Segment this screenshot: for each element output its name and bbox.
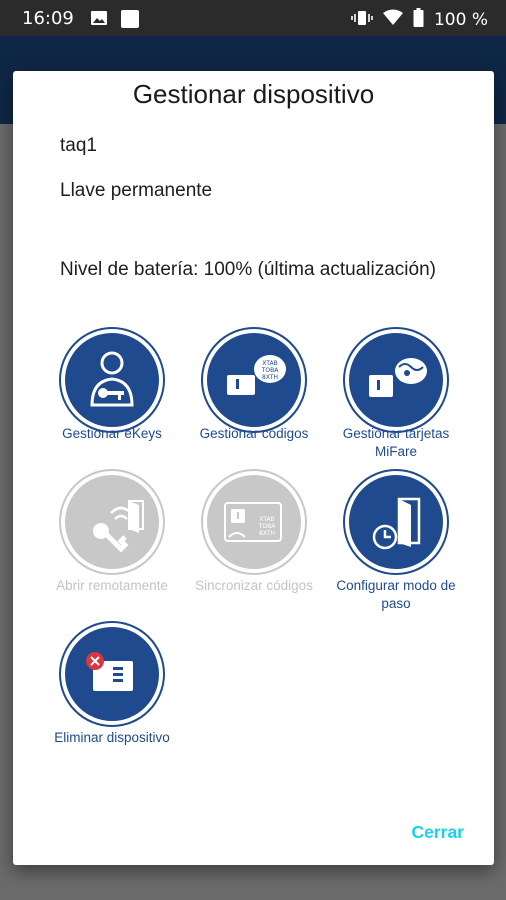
battery-percent: 100 %: [433, 10, 488, 30]
delete-device-icon: [65, 627, 159, 721]
status-time: 16:09: [22, 8, 74, 29]
battery-icon: [413, 8, 424, 32]
status-bar: [0, 0, 506, 36]
door-clock-icon: [349, 475, 443, 569]
code-keypad-icon: [207, 333, 301, 427]
configure-passage-mode-button[interactable]: [321, 471, 471, 621]
sync-codes-icon: [207, 475, 301, 569]
delete-device-label: Eliminar dispositivo: [54, 730, 170, 745]
svg-text:TOBA: TOBA: [261, 367, 279, 374]
svg-text:XTAB: XTAB: [262, 360, 278, 367]
manage-codes-button[interactable]: [179, 329, 329, 469]
remote-open-key-icon: [65, 475, 159, 569]
open-remotely-label: Abrir remotamente: [56, 578, 168, 593]
close-button[interactable]: Cerrar: [411, 822, 464, 842]
manage-ekeys-label: Gestionar eKeys: [62, 426, 162, 441]
manage-codes-label: Gestionar códigos: [199, 426, 309, 441]
vibrate-icon: [351, 9, 373, 32]
sync-codes-button[interactable]: [179, 471, 329, 621]
key-type: Llave permanente: [60, 180, 213, 201]
manage-ekeys-button[interactable]: [37, 329, 187, 469]
manage-mifare-button[interactable]: [321, 329, 471, 469]
dialog-title: Gestionar dispositivo: [132, 79, 375, 109]
configure-passage-mode-label: Configurar modo de paso: [336, 578, 456, 611]
manage-mifare-label: Gestionar tarjetas MiFare: [342, 426, 450, 459]
notification-square-icon: [120, 9, 140, 34]
svg-text:8XTH: 8XTH: [262, 374, 278, 381]
svg-text:TOBA: TOBA: [258, 523, 276, 530]
image-icon: [90, 9, 108, 34]
open-remotely-button[interactable]: [37, 471, 187, 621]
svg-text:XTAB: XTAB: [259, 516, 275, 523]
ekey-user-icon: [65, 333, 159, 427]
manage-device-dialog: [13, 71, 494, 865]
wifi-icon: [383, 9, 403, 31]
svg-text:8XTH: 8XTH: [259, 530, 275, 537]
sync-codes-label: Sincronizar códigos: [195, 578, 313, 593]
device-name: taq1: [60, 135, 97, 156]
battery-info: Nivel de batería: 100% (última actualización): [60, 259, 436, 280]
mifare-card-icon: [349, 333, 443, 427]
delete-device-button[interactable]: [37, 623, 187, 753]
